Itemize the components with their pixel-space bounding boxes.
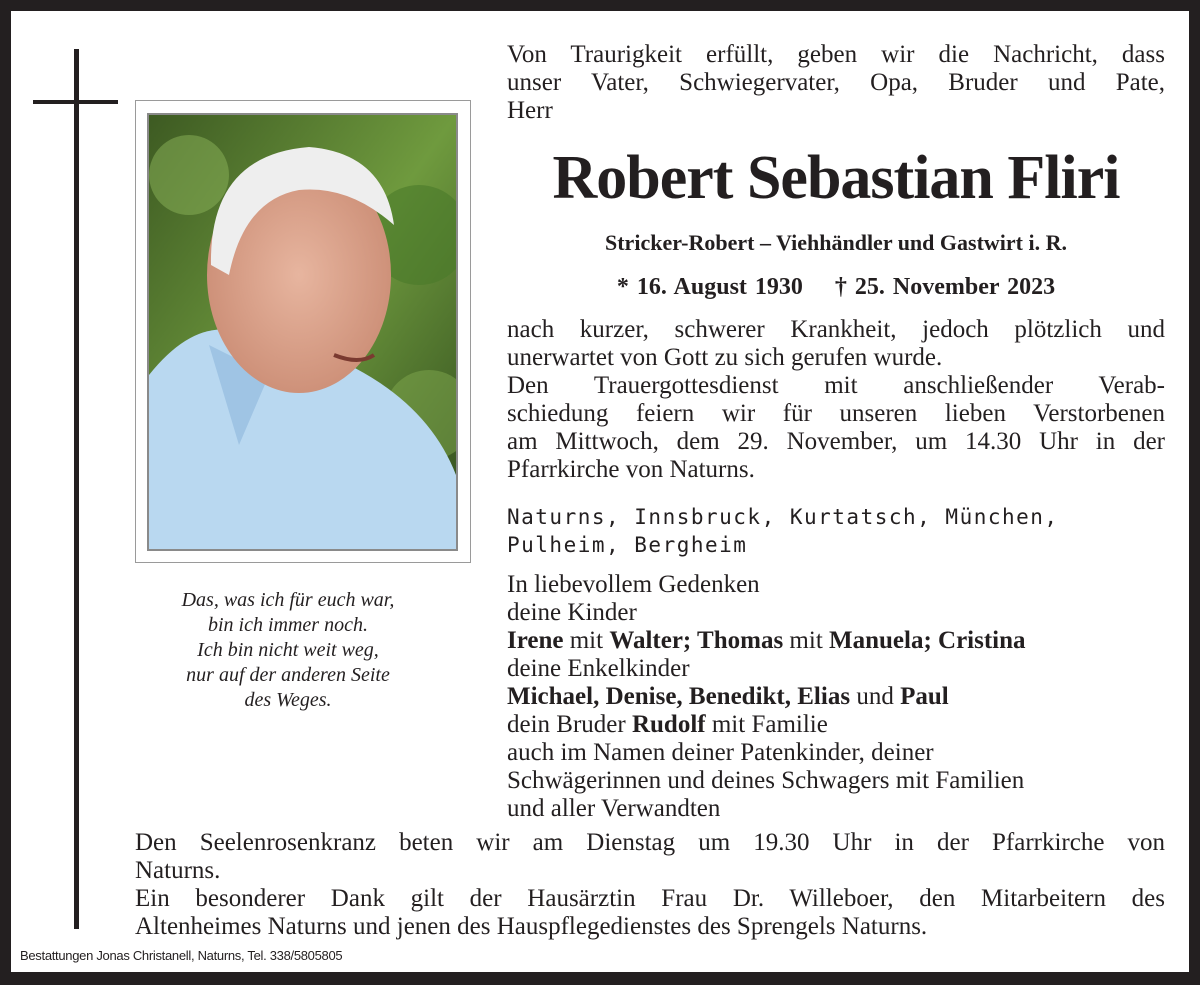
brother-name: Rudolf xyxy=(631,711,706,738)
mourners-line: In liebevollem Gedenken xyxy=(507,571,760,598)
birth-date: * 16. August 1930 xyxy=(616,274,803,300)
grandchild-name: Paul xyxy=(900,683,949,710)
children-line xyxy=(507,627,1165,655)
announcement-body xyxy=(507,316,1165,484)
poem-line: Ich bin nicht weit weg, xyxy=(197,639,379,661)
connector: mit Familie xyxy=(705,711,828,738)
deceased-name: Robert Sebastian Fliri xyxy=(552,144,1120,212)
connector: und xyxy=(850,683,901,710)
child-name: Manuela; Cristina xyxy=(829,627,1026,654)
nickname-occupation: Stricker-Robert – Viehhändler und Gastwirt i. R. xyxy=(605,230,1067,255)
poem xyxy=(135,588,441,713)
cross-icon xyxy=(74,49,79,929)
closing-line: Ein besonderer Dank gilt der Hausärztin Frau Dr. Willeboer, den Mitarbeitern des xyxy=(135,885,1165,912)
connector: mit xyxy=(783,627,830,654)
poem-line: bin ich immer noch. xyxy=(208,614,368,636)
closing-line: Den Seelenrosenkranz beten wir am Dienstag um 19.30 Uhr in der Pfarrkirche von xyxy=(135,829,1165,856)
funeral-home-footer: Bestattungen Jonas Christanell, Naturns, Tel. 338/5805805 xyxy=(20,948,343,963)
body-line: Den Trauergottesdienst mit anschließender Verab- xyxy=(507,372,1165,399)
child-name: Irene xyxy=(507,627,564,654)
body-line: nach kurzer, schwerer Krankheit, jedoch plötzlich und xyxy=(507,316,1165,343)
places-line: Naturns, Innsbruck, Kurtatsch, München, xyxy=(507,505,1059,529)
grandchild-names: Michael, Denise, Benedikt, Elias xyxy=(507,683,851,710)
intro-line: Von Traurigkeit erfüllt, geben wir die Nachricht, dass xyxy=(507,41,1165,68)
mourners xyxy=(507,571,1165,823)
life-dates xyxy=(507,274,1165,301)
portrait-image xyxy=(149,115,456,549)
mourners-line: deine Kinder xyxy=(507,599,637,626)
places xyxy=(507,503,1165,559)
mourners-line: und aller Verwandten xyxy=(507,795,721,822)
closing-text xyxy=(135,829,1165,941)
places-line: Pulheim, Bergheim xyxy=(507,533,748,557)
intro-line: unser Vater, Schwiegervater, Opa, Bruder und Pate, xyxy=(507,69,1165,96)
mourners-line: Schwägerinnen und deines Schwagers mit Familien xyxy=(507,767,1025,794)
grandchildren-line xyxy=(507,683,1165,711)
connector: dein Bruder xyxy=(507,711,632,738)
intro-line: Herr xyxy=(507,97,553,124)
closing-line: Altenheimes Naturns und jenen des Hauspflegedienstes des Sprengels Naturns. xyxy=(135,913,928,940)
body-line: unerwartet von Gott zu sich gerufen wurde. xyxy=(507,344,943,371)
cross-icon-bar xyxy=(33,100,118,104)
portrait-photo xyxy=(147,113,458,551)
mourners-line: auch im Namen deiner Patenkinder, deiner xyxy=(507,739,934,766)
poem-line: des Weges. xyxy=(244,689,332,711)
brother-line xyxy=(507,711,1165,739)
connector: mit xyxy=(563,627,610,654)
intro-text xyxy=(507,41,1165,125)
child-name: Walter; Thomas xyxy=(609,627,784,654)
poem-line: Das, was ich für euch war, xyxy=(181,589,395,611)
death-date: † 25. November 2023 xyxy=(834,274,1056,300)
body-line: am Mittwoch, dem 29. November, um 14.30 Uhr in der xyxy=(507,428,1165,455)
poem-line: nur auf der anderen Seite xyxy=(186,664,390,686)
body-line: Pfarrkirche von Naturns. xyxy=(507,456,755,483)
mourners-line: deine Enkelkinder xyxy=(507,655,690,682)
body-line: schiedung feiern wir für unseren lieben Verstorbenen xyxy=(507,400,1165,427)
closing-line: Naturns. xyxy=(135,857,221,884)
